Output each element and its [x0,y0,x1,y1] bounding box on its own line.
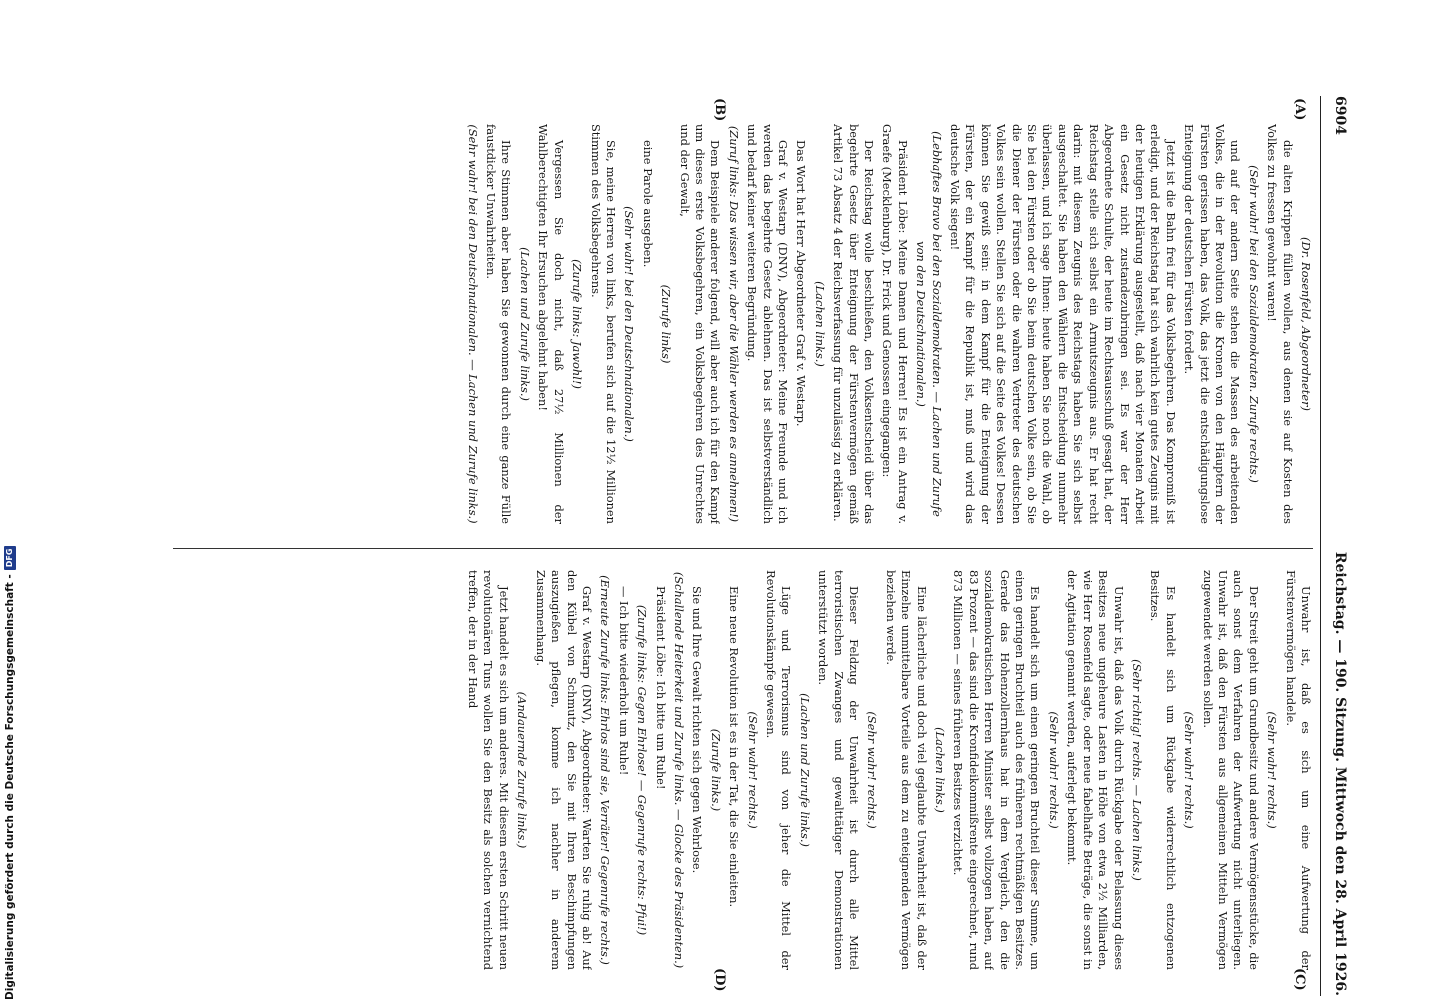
paragraph: die alten Krippen füllen wollen, aus denen sie auf Kosten des Volkes zu fressen gewohnt waren! [1265,124,1295,524]
paragraph: Unwahr ist, daß es sich um eine Aufwertung der Fürstenvermögen handele. [1283,570,1313,970]
paragraph: Jetzt handelt es sich um anderes. Mit diesem ersten Schritt neuen revolutionären Tuns wollen Sie den Besitz als solchen vernichtend treffen, der in der Hand [466,570,511,970]
interjection: (Dr. Rosenfeld, Abgeordneter) [1299,237,1313,411]
paragraph: Dem Beispiele anderer folgend, will aber auch ich für den Kampf um dieses erste Volksbegehren, ein Volksbegehren des Unrechtes und der Gewalt, [677,124,723,524]
interjection: (Zurufe links: Jawohl!) [570,259,585,389]
dfg-logo: DFG [4,546,16,571]
paragraph: Sie und Ihre Gewalt richten sich gegen Wehrlose. [690,586,705,874]
interjection: (Sehr wahr! rechts.) [745,711,760,829]
paragraph: Dieser Feldzug der Unwahrheit ist durch alle Mittel terroristischen Zwanges und gewalttätiger Demonstrationen unterstützt worden. [816,570,862,970]
interjection: (Andauernde Zurufe links.) [515,691,530,849]
paragraph: Der Streit geht um Grundbesitz und andere Vermögensstücke, die auch sonst dem Verfahren der Aufwertung nicht unterliegen. Unwahr ist, daß den Fürsten aus allgemeinen Mitteln Vermögen zugewendet werden sollen. [1200,570,1261,970]
paragraph: Eine neue Revolution ist es in der Tat, die Sie einleiten. [727,586,742,908]
paragraph: Präsident Löbe: Ich bitte um Ruhe! [653,586,668,790]
paragraph: Graf v. Westarp (DNV), Abgeordneter: Warten Sie ruhig ab! Auf den Kübel von Schmutz, den Sie mit Ihren Beschimpfungen auszugießen pflegen, komme ich nachher in anderem Zusammenhang. [533,570,594,970]
interjection: (Zurufe links) [659,284,674,364]
interjection: (Lachen und Zurufe links.) [797,693,812,847]
margin-mark-b: (B) [712,98,727,122]
paragraph: eine Parole ausgeben. [640,140,655,268]
interjection: (Lachen links.) [812,281,827,367]
page-number: 6904 [1332,96,1348,135]
paragraph: Der Reichstag wolle beschließen, den Volksentscheid über das begehrte Gesetz über Enteignung der Fürstenvermögen gemäß Artikel 73 Absatz 4 der Reichsverfassung für unzulässig zu erklären. [831,124,877,524]
paragraph: Eine lächerliche und doch viel geglaubte Unwahrheit ist, daß der Einzelne unmittelbare Vorteile aus dem zu enteignenden Vermögen beziehen werde. [883,570,929,970]
interjection: (Sehr richtig! rechts. — Lachen links.) [1129,659,1144,881]
paragraph: Sie, meine Herren von links, berufen sich auf die 12½ Millionen Stimmen des Volksbegehrens. [588,124,618,524]
paragraph: Das Wort hat Herr Abgeordneter Graf v. Westarp. [794,140,809,427]
interjection: (Lachen links.) [933,727,948,813]
paragraph: Vergessen Sie doch nicht, daß 27½ Millionen der Wahlberechtigten Ihr Ersuchen abgelehnt haben! [536,124,566,524]
interjection: (Schallende Heiterkeit und Zurufe links. — Glocke des Präsidenten.) [671,571,686,969]
interjection: (Sehr wahr! bei den Deutschnationalen.) [622,206,637,442]
paragraph: Graf v. Westarp (DNV), Abgeordneter: Meine Freunde und ich werden das begehrte Gesetz ablehnen. Das ist selbstverständlich und bedarf keiner weiteren Begründung. [745,124,790,524]
column-divider [173,548,1313,549]
page-title: Reichstag. — 190. Sitzung. Mittwoch den 28. April 1926. [1332,551,1348,996]
margin-mark-c: (C) [1292,968,1307,991]
page-header [1325,96,1347,996]
margin-mark-d: (D) [712,968,727,992]
paragraph: Jetzt ist die Bahn frei für das Volksbegehren. Das Kompromiß ist erledigt, und der Reichstag hat sich wahrlich kein gutes Zeugnis mit der heutigen Erklärung ausgestellt, daß nach vier Monaten Arbeit ein Gesetz nicht zustandezubringen sei. Es war der Herr Abgeordnete Schulte, der heute im Rechtsausschuß gesagt hat, der Reichstag stelle sich selbst ein Armutszeugnis aus. Er hat recht darin: mit diesem Zeugnis des Reichstags haben Sie sich selbst ausgeschaltet. Sie haben den Wählern die Entscheidung nunmehr überlassen, und ich sage Ihnen: heute haben Sie noch die Wahl, ob Sie bei den Fürsten oder ob Sie beim deutschen Volke sein, ob Sie die Diener der Fürsten oder die wahren Vertreter des deutschen Volkes sein wollen. Stellen Sie sich auf die Seite des Volkes! Dessen können Sie gewiß sein: in dem Kampf für die Enteignung der Fürsten, der ein Kampf für die Republik ist, muß und wird das deutsche Volk siegen! [948,124,1178,524]
paragraph: und auf der andern Seite stehen die Massen des arbeitenden Volkes, die in der Revolution die Kronen von den Häuptern der Fürsten gerissen haben, das Volk, das jetzt die entschädigungslose Enteignung der deutschen Fürsten fordert. [1182,124,1243,524]
interjection: (Zuruf links: Das wissen wir, aber die Wähler werden es annehmen!) [726,125,741,523]
interjection: (Lachen und Zurufe links.) [517,247,532,401]
interjection: (Lebhaftes Bravo bei den Sozialdemokraten. — Lachen und Zurufe von den Deutschnationalen.) [914,131,944,517]
interjection: (Sehr wahr! rechts.) [1265,711,1280,829]
interjection: (Sehr wahr! rechts.) [1182,711,1197,829]
interjection: (Sehr wahr! bei den Sozialdemokraten. Zurufe rechts.) [1246,165,1261,483]
interjection: (Erneute Zurufe links: Ehrlos sind sie, Verräter! Gegenrufe rechts.) [598,575,613,965]
left-text-column [153,124,1313,524]
interjection: (Zurufe links.) [708,728,723,812]
rotated-page-scan [147,96,1347,996]
interjection: (Sehr wahr! bei den Deutschnationalen. — Lachen und Zurufe links.) [465,124,480,524]
interjection: (Sehr wahr! rechts.) [1046,711,1061,829]
paragraph: Es handelt sich um Rückgabe widerrechtlich entzogenen Besitzes. [1148,570,1178,970]
paragraph: Präsident Löbe: Meine Damen und Herren! Es ist ein Antrag v. Graefe (Mecklenburg), Dr. Frick und Genossen eingegangen: [880,124,910,524]
interjection: (Sehr wahr! rechts.) [865,711,880,829]
interjection: (Zurufe links: Gegen Ehrlose! — Gegenrufe rechts: Pfui!) [635,604,650,936]
paragraph: Es handelt sich um einen geringen Bruchteil dieser Summe, um einen geringen Bruchteil auch des früheren rechtmäßigen Besitzes. Gerade das Hohenzollernhaus hat in dem Vergleich, den die sozialdemokratischen Herren Minister selbst vollzogen haben, auf 83 Prozent — das sind die Kronfideikommißrente eingerechnet, rund 873 Millionen — seines früheren Besitzes verzichtet. [951,570,1043,970]
footer-text: Digitalisierung gefördert durch die Deutsche Forschungsgemeinschaft - [4,574,16,1000]
paragraph: — Ich bitte wiederholt um Ruhe! [616,586,631,776]
header-rule [1320,96,1321,996]
paragraph: Lüge und Terrorismus sind von jeher die Mittel der Revolutionskämpfe gewesen. [764,570,794,970]
margin-mark-a: (A) [1292,98,1307,121]
paragraph: Unwahr ist, daß das Volk durch Rückgabe oder Belassung dieses Besitzes neue ungeheure Lasten in Höhe von etwa 2½ Milliarden, wie Herr Rosenfeld sagte, oder neue fabelhafte Beträge, die sonst in der Agitation genannt werden, auferlegt bekommt. [1065,570,1126,970]
paragraph: Ihre Stimmen aber haben Sie gewonnen durch eine ganze Fülle faustdicker Unwahrheiten. [484,124,514,524]
right-text-column [153,570,1313,970]
digitization-footer [4,310,16,1000]
